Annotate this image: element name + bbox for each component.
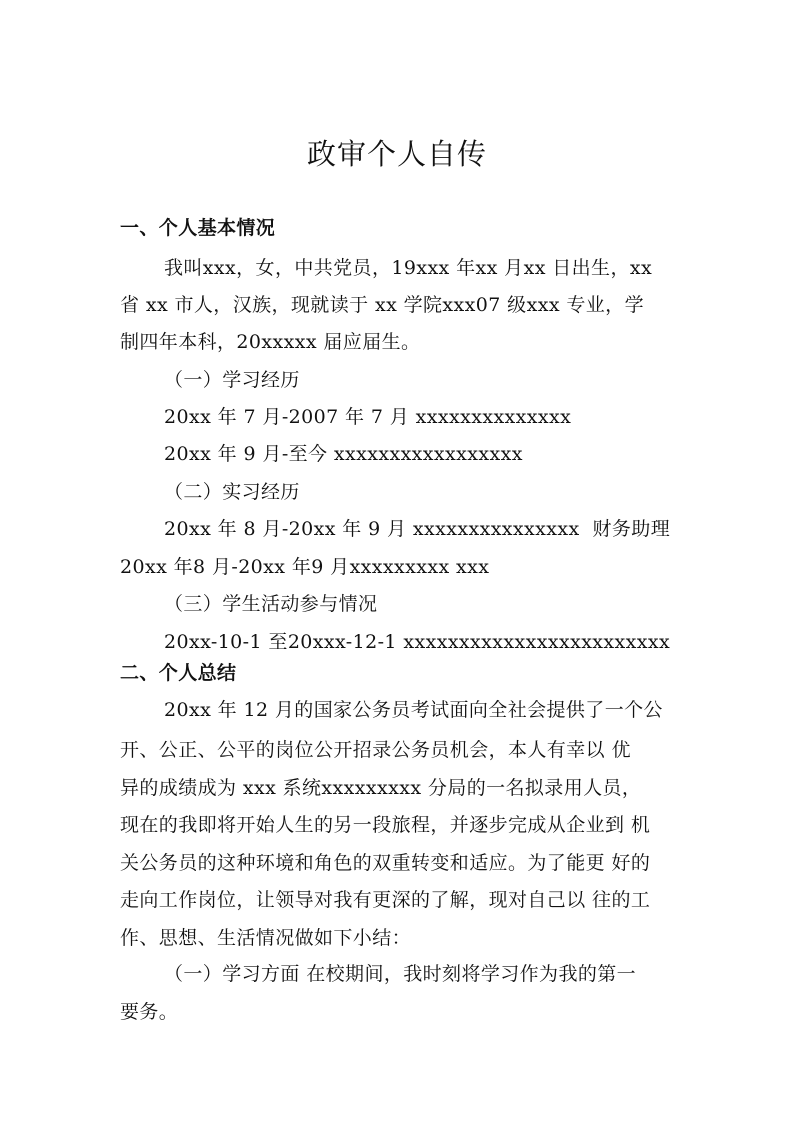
- activity-item: 20xx-10-1 至20xxx-12-1 xxxxxxxxxxxxxxxxxxxxxxxx: [164, 631, 671, 653]
- summary-line: 开、公正、公平的岗位公开招录公务员机会，本人有幸以 优: [120, 739, 631, 761]
- intro-line: 制四年本科，20xxxxx 届应届生。: [120, 331, 421, 353]
- section-heading-summary: 二、个人总结: [120, 662, 237, 684]
- summary-line: 作、思想、生活情况做如下小结：: [120, 927, 412, 949]
- intro-line: 我叫xxx，女，中共党员，19xxx 年xx 月xx 日出生，xx: [164, 257, 653, 279]
- section-heading-basic-info: 一、个人基本情况: [120, 217, 276, 239]
- summary-line: 20xx 年 12 月的国家公务员考试面向全社会提供了一个公: [164, 699, 663, 721]
- subheading-student-activities: （三）学生活动参与情况: [164, 593, 378, 615]
- study-aspect-line: 要务。: [120, 1001, 179, 1023]
- summary-line: 异的成绩成为 xxx 系统xxxxxxxxx 分局的一名拟录用人员，: [120, 777, 642, 799]
- document-title: 政审个人自传: [306, 137, 487, 171]
- internship-item: 20xx 年 8 月-20xx 年 9 月 xxxxxxxxxxxxxxx 财务助理: [164, 518, 671, 540]
- summary-line: 走向工作岗位，让领导对我有更深的了解，现对自己以 往的工: [120, 889, 651, 911]
- subheading-internship: （二）实习经历: [164, 481, 300, 503]
- summary-line: 关公务员的这种环境和角色的双重转变和适应。为了能更 好的: [120, 852, 651, 874]
- internship-item: 20xx 年8 月-20xx 年9 月xxxxxxxxx xxx: [120, 556, 490, 578]
- study-history-item: 20xx 年 7 月-2007 年 7 月 xxxxxxxxxxxxxx: [164, 406, 572, 428]
- intro-line: 省 xx 市人，汉族，现就读于 xx 学院xxx07 级xxx 专业，学: [120, 294, 644, 316]
- study-history-item: 20xx 年 9 月-至今 xxxxxxxxxxxxxxxxx: [164, 443, 523, 465]
- study-aspect-line: （一）学习方面 在校期间，我时刻将学习作为我的第一: [164, 963, 637, 985]
- summary-line: 现在的我即将开始人生的另一段旅程，并逐步完成从企业到 机: [120, 814, 651, 836]
- subheading-study-history: （一）学习经历: [164, 369, 300, 391]
